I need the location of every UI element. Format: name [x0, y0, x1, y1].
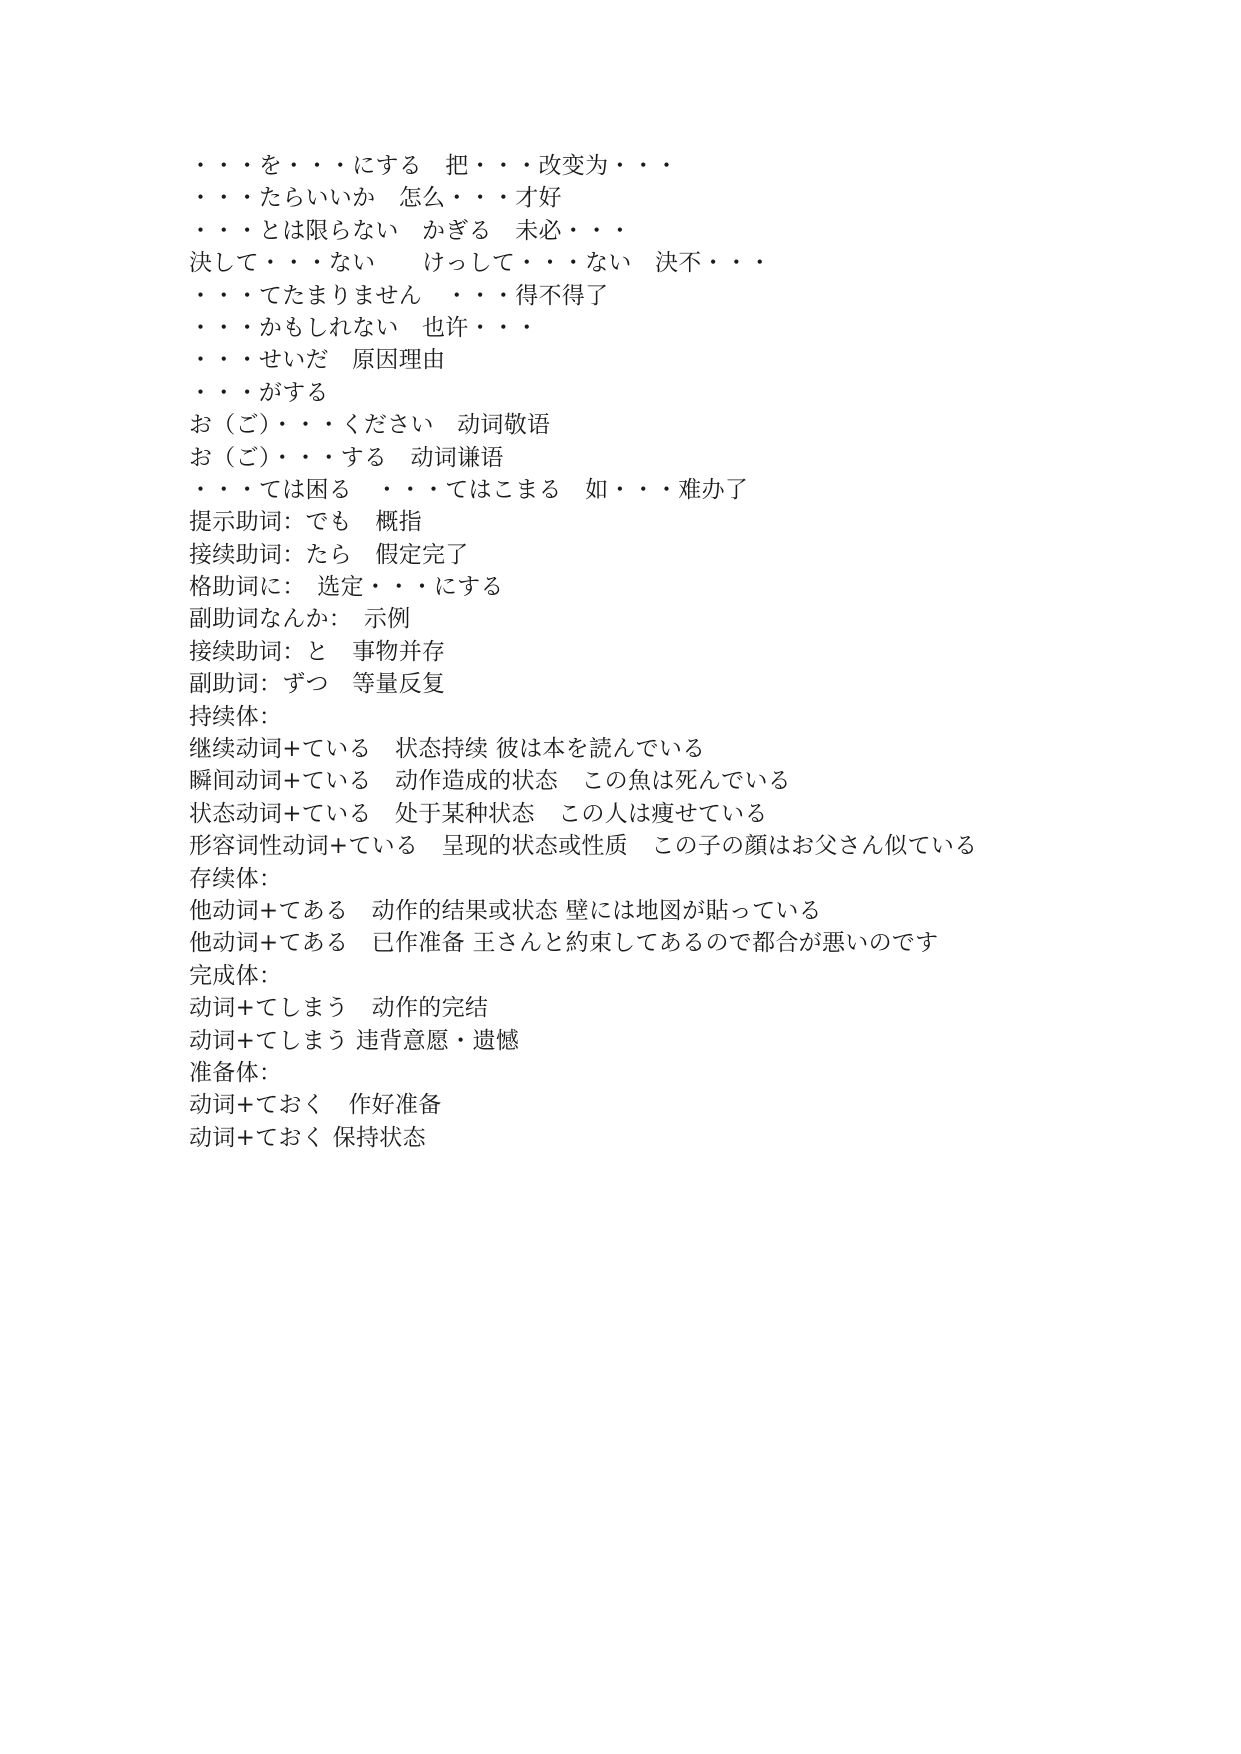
- text-line: 接续助词：と 事物并存: [189, 638, 446, 665]
- text-line: 动词+ておく 作好准备: [189, 1092, 442, 1119]
- grammar-notes: [189, 150, 1089, 1154]
- section-heading: 准备体：: [189, 1059, 283, 1086]
- text-line: 他动词+てある 已作准备 王さんと約束してあるので都合が悪いのです: [189, 930, 939, 957]
- text-line: 动词+ておく 保持状态: [189, 1124, 426, 1151]
- text-line: 动词+てしまう 动作的完结: [189, 995, 489, 1022]
- text-line: ・・・を・・・にする 把・・・改变为・・・: [189, 153, 679, 179]
- text-line: 決して・・・ない けっして・・・ない 決不・・・: [189, 250, 772, 277]
- text-line: 继续动词+ている 状态持续 彼は本を読んでいる: [189, 736, 706, 763]
- text-line: ・・・かもしれない 也许・・・: [189, 314, 539, 341]
- text-line: ・・・たらいいか 怎么・・・才好: [189, 185, 562, 212]
- section-heading: 完成体：: [189, 962, 283, 989]
- text-line: ・・・がする: [189, 379, 329, 406]
- text-line: 形容词性动词+ている 呈现的状态或性质 この子の顔はお父さん似ている: [189, 833, 978, 860]
- text-line: 他动词+てある 动作的结果或状态 壁には地図が貼っている: [189, 897, 822, 924]
- text-line: ・・・せいだ 原因理由: [189, 347, 446, 374]
- text-line: お（ご）・・・する 动词谦语: [189, 444, 504, 471]
- text-line: 瞬间动词+ている 动作造成的状态 この魚は死んでいる: [189, 768, 792, 795]
- text-line: ・・・てたまりません ・・・得不得了: [189, 282, 609, 309]
- text-line: 副助词なんか： 示例: [189, 606, 411, 633]
- text-line: 提示助词：でも 概指: [189, 509, 422, 536]
- text-line: 动词+てしまう 违背意愿・遗憾: [189, 1027, 520, 1054]
- text-line: ・・・ては困る ・・・てはこまる 如・・・难办了: [189, 476, 749, 503]
- section-heading: 持续体：: [189, 703, 283, 730]
- text-line: お（ご）・・・ください 动词敬语: [189, 412, 551, 439]
- text-line: ・・・とは限らない かぎる 未必・・・: [189, 217, 632, 244]
- section-heading: 存续体：: [189, 865, 283, 892]
- text-line: 格助词に： 选定・・・にする: [189, 574, 504, 601]
- text-line: 接续助词：たら 假定完了: [189, 541, 469, 568]
- text-line: 副助词：ずつ 等量反复: [189, 671, 446, 698]
- text-line: 状态动词+ている 处于某种状态 この人は痩せている: [189, 800, 768, 827]
